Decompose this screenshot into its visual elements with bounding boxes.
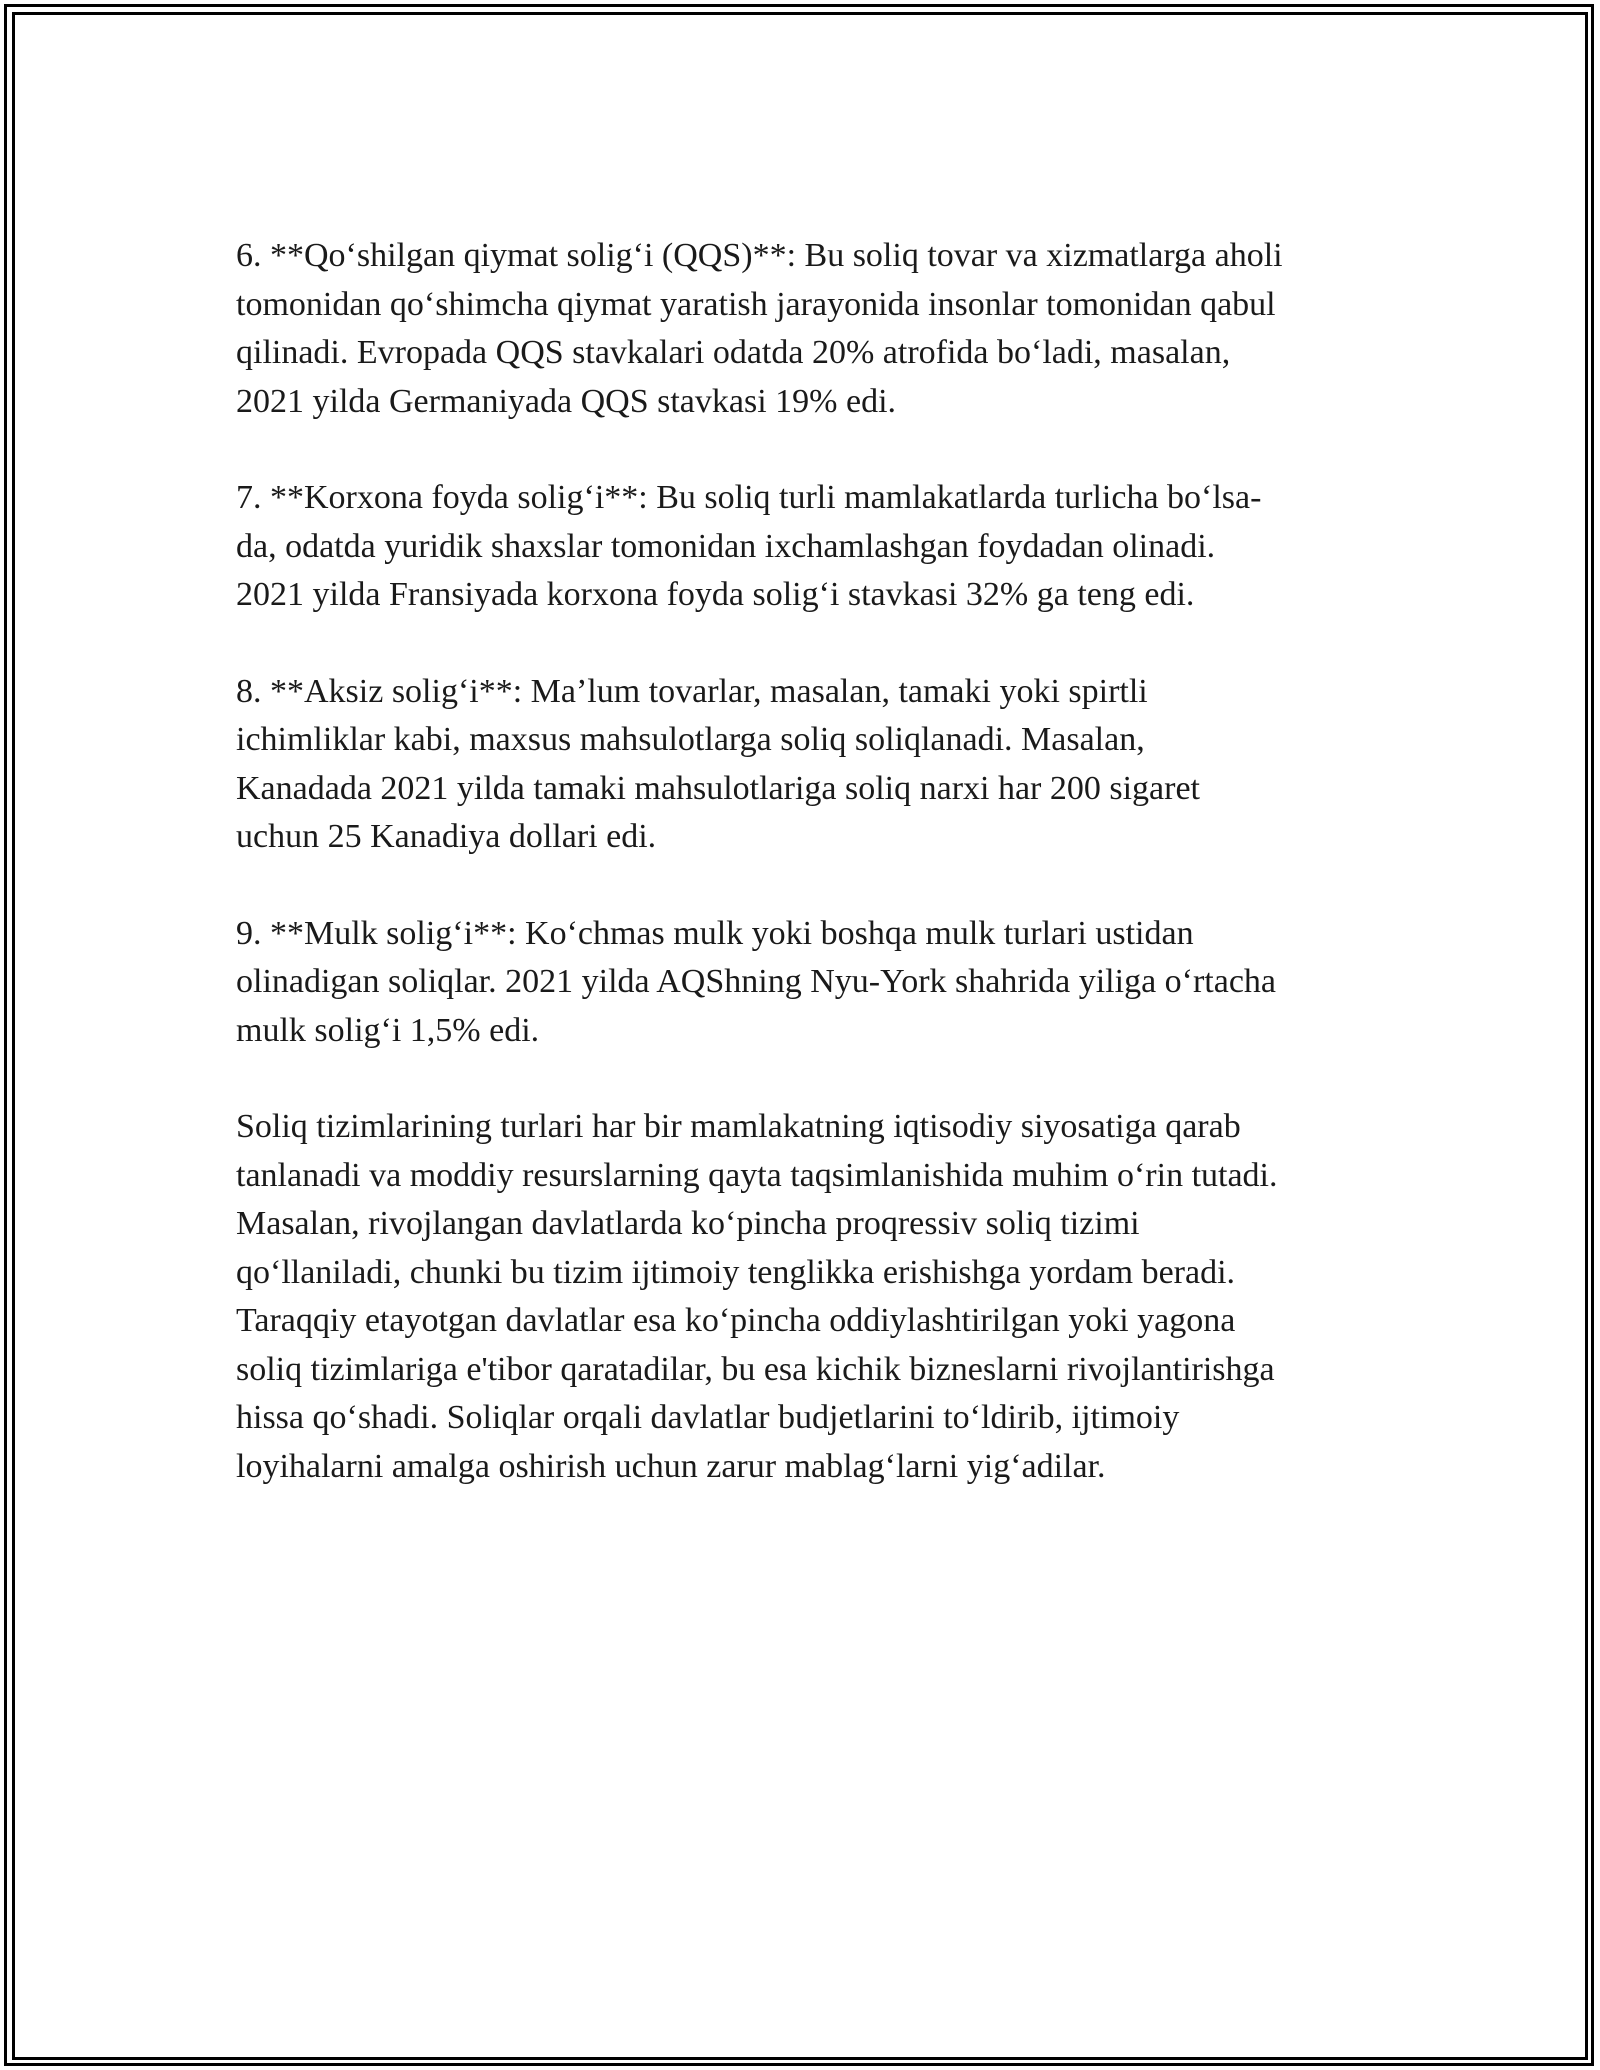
paragraph-property-tax [236, 910, 1386, 1056]
text-line: 9. **Mulk solig‘i**: Ko‘chmas mulk yoki boshqa mulk turlari ustidan [236, 914, 1194, 952]
paragraph-corporate-tax [236, 474, 1386, 620]
text-line: Soliq tizimlarining turlari har bir mamlakatning iqtisodiy siyosatiga qarab [236, 1108, 1241, 1145]
text-line: Masalan, rivojlangan davlatlarda ko‘pincha proqressiv soliq tizimi [236, 1205, 1140, 1242]
text-line: 7. **Korxona foyda solig‘i**: Bu soliq turli mamlakatlarda turlicha bo‘lsa- [236, 479, 1262, 516]
paragraph-excise-tax [236, 668, 1386, 862]
text-line: tanlanadi va moddiy resurslarning qayta taqsimlanishida muhim o‘rin tutadi. [236, 1156, 1278, 1194]
text-line: 2021 yilda Germaniyada QQS stavkasi 19% edi. [236, 382, 897, 420]
text-line: uchun 25 Kanadiya dollari edi. [236, 818, 657, 855]
paragraph-conclusion [236, 1103, 1386, 1491]
text-line: tomonidan qo‘shimcha qiymat yaratish jarayonida insonlar tomonidan qabul [236, 285, 1276, 323]
text-line: 2021 yilda Fransiyada korxona foyda solig‘i stavkasi 32% ga teng edi. [236, 576, 1195, 613]
paragraph-vat [236, 232, 1386, 426]
text-line: mulk solig‘i 1,5% edi. [236, 1011, 540, 1049]
text-line: Taraqqiy etayotgan davlatlar esa ko‘pincha oddiylashtirilgan yoki yagona [236, 1302, 1236, 1339]
text-line: qo‘llaniladi, chunki bu tizim ijtimoiy tenglikka erishishga yordam beradi. [236, 1253, 1236, 1291]
text-line: da, odatda yuridik shaxslar tomonidan ixchamlashgan foydadan olinadi. [236, 527, 1216, 565]
text-line: soliq tizimlariga e'tibor qaratadilar, bu esa kichik bizneslarni rivojlantirishga [236, 1350, 1275, 1388]
text-line: qilinadi. Evropada QQS stavkalari odatda 20% atrofida bo‘ladi, masalan, [236, 334, 1231, 371]
text-line: 6. **Qo‘shilgan qiymat solig‘i (QQS)**: Bu soliq tovar va xizmatlarga aholi [236, 237, 1283, 274]
text-line: hissa qo‘shadi. Soliqlar orqali davlatlar budjetlarini to‘ldirib, ijtimoiy [236, 1399, 1180, 1436]
document-body [236, 232, 1386, 1539]
text-line: olinadigan soliqlar. 2021 yilda AQShning Nyu-York shahrida yiliga o‘rtacha [236, 963, 1277, 1000]
text-line: 8. **Aksiz solig‘i**: Ma’lum tovarlar, masalan, tamaki yoki spirtli [236, 672, 1148, 710]
text-line: Kanadada 2021 yilda tamaki mahsulotlariga soliq narxi har 200 sigaret [236, 769, 1201, 807]
text-line: ichimliklar kabi, maxsus mahsulotlarga soliq soliqlanadi. Masalan, [236, 721, 1145, 758]
text-line: loyihalarni amalga oshirish uchun zarur mablag‘larni yig‘adilar. [236, 1447, 1106, 1485]
